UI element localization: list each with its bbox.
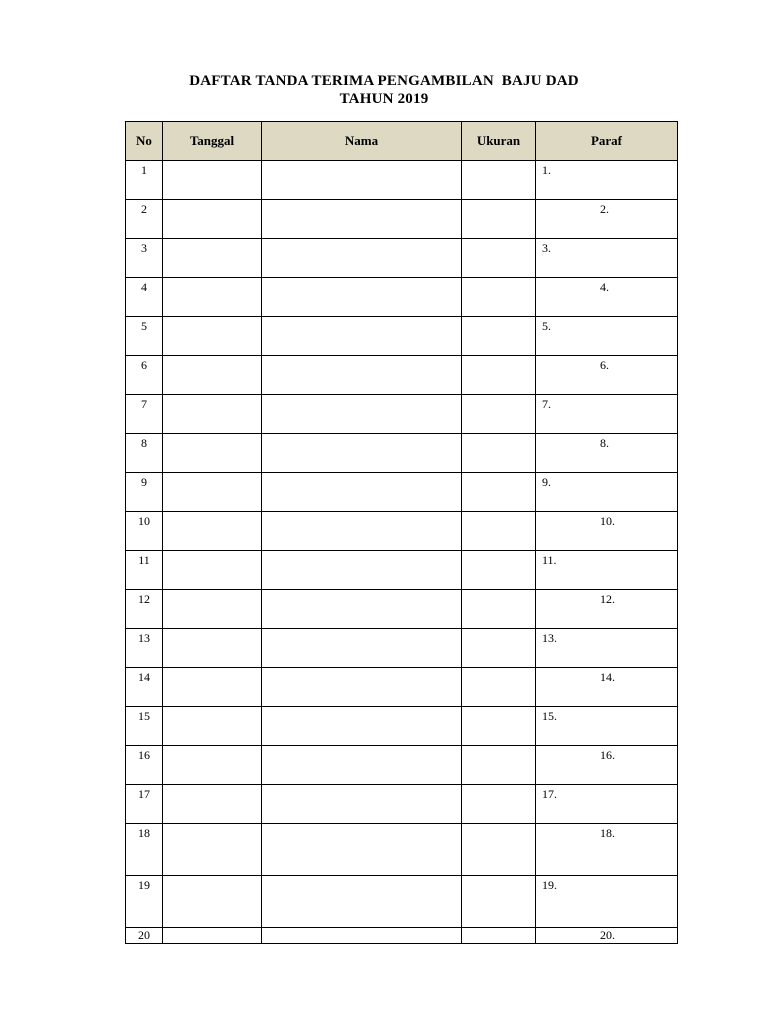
table-row <box>126 434 678 473</box>
paraf-cell[interactable]: 8. <box>536 434 678 473</box>
ukuran-cell[interactable] <box>462 707 536 746</box>
ukuran-cell[interactable] <box>462 785 536 824</box>
paraf-cell[interactable]: 1. <box>536 161 678 200</box>
ukuran-cell[interactable] <box>462 928 536 944</box>
table-row <box>126 473 678 512</box>
tanggal-cell[interactable] <box>163 707 262 746</box>
nama-cell[interactable] <box>262 434 462 473</box>
tanggal-cell[interactable] <box>163 356 262 395</box>
tanggal-cell[interactable] <box>163 876 262 928</box>
paraf-cell[interactable]: 10. <box>536 512 678 551</box>
header-paraf: Paraf <box>536 122 678 161</box>
paraf-cell[interactable]: 19. <box>536 876 678 928</box>
nama-cell[interactable] <box>262 473 462 512</box>
table-row <box>126 928 678 944</box>
paraf-cell[interactable]: 18. <box>536 824 678 876</box>
tanggal-cell[interactable] <box>163 551 262 590</box>
row-number: 9 <box>126 473 163 512</box>
row-number: 20 <box>126 928 163 944</box>
ukuran-cell[interactable] <box>462 551 536 590</box>
table-row <box>126 395 678 434</box>
paraf-cell[interactable]: 16. <box>536 746 678 785</box>
nama-cell[interactable] <box>262 395 462 434</box>
paraf-cell[interactable]: 4. <box>536 278 678 317</box>
nama-cell[interactable] <box>262 278 462 317</box>
row-number: 2 <box>126 200 163 239</box>
ukuran-cell[interactable] <box>462 876 536 928</box>
nama-cell[interactable] <box>262 356 462 395</box>
row-number: 4 <box>126 278 163 317</box>
paraf-cell[interactable]: 14. <box>536 668 678 707</box>
ukuran-cell[interactable] <box>462 317 536 356</box>
header-no: No <box>126 122 163 161</box>
nama-cell[interactable] <box>262 239 462 278</box>
nama-cell[interactable] <box>262 746 462 785</box>
row-number: 6 <box>126 356 163 395</box>
table-row <box>126 629 678 668</box>
paraf-cell[interactable]: 6. <box>536 356 678 395</box>
ukuran-cell[interactable] <box>462 278 536 317</box>
paraf-cell[interactable]: 3. <box>536 239 678 278</box>
table-row <box>126 785 678 824</box>
nama-cell[interactable] <box>262 629 462 668</box>
tanggal-cell[interactable] <box>163 395 262 434</box>
tanggal-cell[interactable] <box>163 512 262 551</box>
row-number: 7 <box>126 395 163 434</box>
table-row <box>126 356 678 395</box>
tanggal-cell[interactable] <box>163 278 262 317</box>
row-number: 8 <box>126 434 163 473</box>
ukuran-cell[interactable] <box>462 746 536 785</box>
nama-cell[interactable] <box>262 200 462 239</box>
header-ukuran: Ukuran <box>462 122 536 161</box>
ukuran-cell[interactable] <box>462 512 536 551</box>
ukuran-cell[interactable] <box>462 161 536 200</box>
ukuran-cell[interactable] <box>462 434 536 473</box>
ukuran-cell[interactable] <box>462 629 536 668</box>
row-number: 10 <box>126 512 163 551</box>
table-row <box>126 239 678 278</box>
paraf-cell[interactable]: 20. <box>536 928 678 944</box>
ukuran-cell[interactable] <box>462 590 536 629</box>
paraf-cell[interactable]: 5. <box>536 317 678 356</box>
nama-cell[interactable] <box>262 707 462 746</box>
table-row <box>126 707 678 746</box>
table-row <box>126 512 678 551</box>
row-number: 1 <box>126 161 163 200</box>
paraf-cell[interactable]: 11. <box>536 551 678 590</box>
row-number: 5 <box>126 317 163 356</box>
ukuran-cell[interactable] <box>462 395 536 434</box>
table-row <box>126 746 678 785</box>
nama-cell[interactable] <box>262 668 462 707</box>
nama-cell[interactable] <box>262 824 462 876</box>
paraf-cell[interactable]: 17. <box>536 785 678 824</box>
table-row <box>126 876 678 928</box>
tanggal-cell[interactable] <box>163 239 262 278</box>
paraf-cell[interactable]: 15. <box>536 707 678 746</box>
ukuran-cell[interactable] <box>462 356 536 395</box>
tanggal-cell[interactable] <box>163 785 262 824</box>
header-nama: Nama <box>262 122 462 161</box>
row-number: 12 <box>126 590 163 629</box>
nama-cell[interactable] <box>262 161 462 200</box>
header-tanggal: Tanggal <box>163 122 262 161</box>
nama-cell[interactable] <box>262 512 462 551</box>
table-row <box>126 317 678 356</box>
paraf-cell[interactable]: 9. <box>536 473 678 512</box>
nama-cell[interactable] <box>262 785 462 824</box>
ukuran-cell[interactable] <box>462 824 536 876</box>
row-number: 11 <box>126 551 163 590</box>
nama-cell[interactable] <box>262 876 462 928</box>
tanggal-cell[interactable] <box>163 473 262 512</box>
nama-cell[interactable] <box>262 551 462 590</box>
row-number: 16 <box>126 746 163 785</box>
row-number: 15 <box>126 707 163 746</box>
ukuran-cell[interactable] <box>462 668 536 707</box>
table-row <box>126 590 678 629</box>
table-row <box>126 668 678 707</box>
nama-cell[interactable] <box>262 590 462 629</box>
title-line-2: TAHUN 2019 <box>339 91 429 107</box>
paraf-cell[interactable]: 13. <box>536 629 678 668</box>
title-line-1: DAFTAR TANDA TERIMA PENGAMBILAN BAJU DAD <box>189 73 579 89</box>
row-number: 13 <box>126 629 163 668</box>
tanggal-cell[interactable] <box>163 746 262 785</box>
tanggal-cell[interactable] <box>163 200 262 239</box>
row-number: 19 <box>126 876 163 928</box>
paraf-cell[interactable]: 7. <box>536 395 678 434</box>
table-row <box>126 200 678 239</box>
tanggal-cell[interactable] <box>163 317 262 356</box>
nama-cell[interactable] <box>262 317 462 356</box>
tanggal-cell[interactable] <box>163 824 262 876</box>
paraf-cell[interactable]: 12. <box>536 590 678 629</box>
document-title <box>0 72 768 108</box>
row-number: 17 <box>126 785 163 824</box>
tanggal-cell[interactable] <box>163 590 262 629</box>
receipt-table <box>125 121 678 944</box>
table-row <box>126 824 678 876</box>
table-row <box>126 278 678 317</box>
tanggal-cell[interactable] <box>163 928 262 944</box>
table-row <box>126 161 678 200</box>
ukuran-cell[interactable] <box>462 239 536 278</box>
row-number: 18 <box>126 824 163 876</box>
row-number: 14 <box>126 668 163 707</box>
tanggal-cell[interactable] <box>163 668 262 707</box>
nama-cell[interactable] <box>262 928 462 944</box>
paraf-cell[interactable]: 2. <box>536 200 678 239</box>
tanggal-cell[interactable] <box>163 629 262 668</box>
ukuran-cell[interactable] <box>462 200 536 239</box>
table-header-row <box>126 122 678 161</box>
row-number: 3 <box>126 239 163 278</box>
ukuran-cell[interactable] <box>462 473 536 512</box>
tanggal-cell[interactable] <box>163 434 262 473</box>
table-row <box>126 551 678 590</box>
tanggal-cell[interactable] <box>163 161 262 200</box>
